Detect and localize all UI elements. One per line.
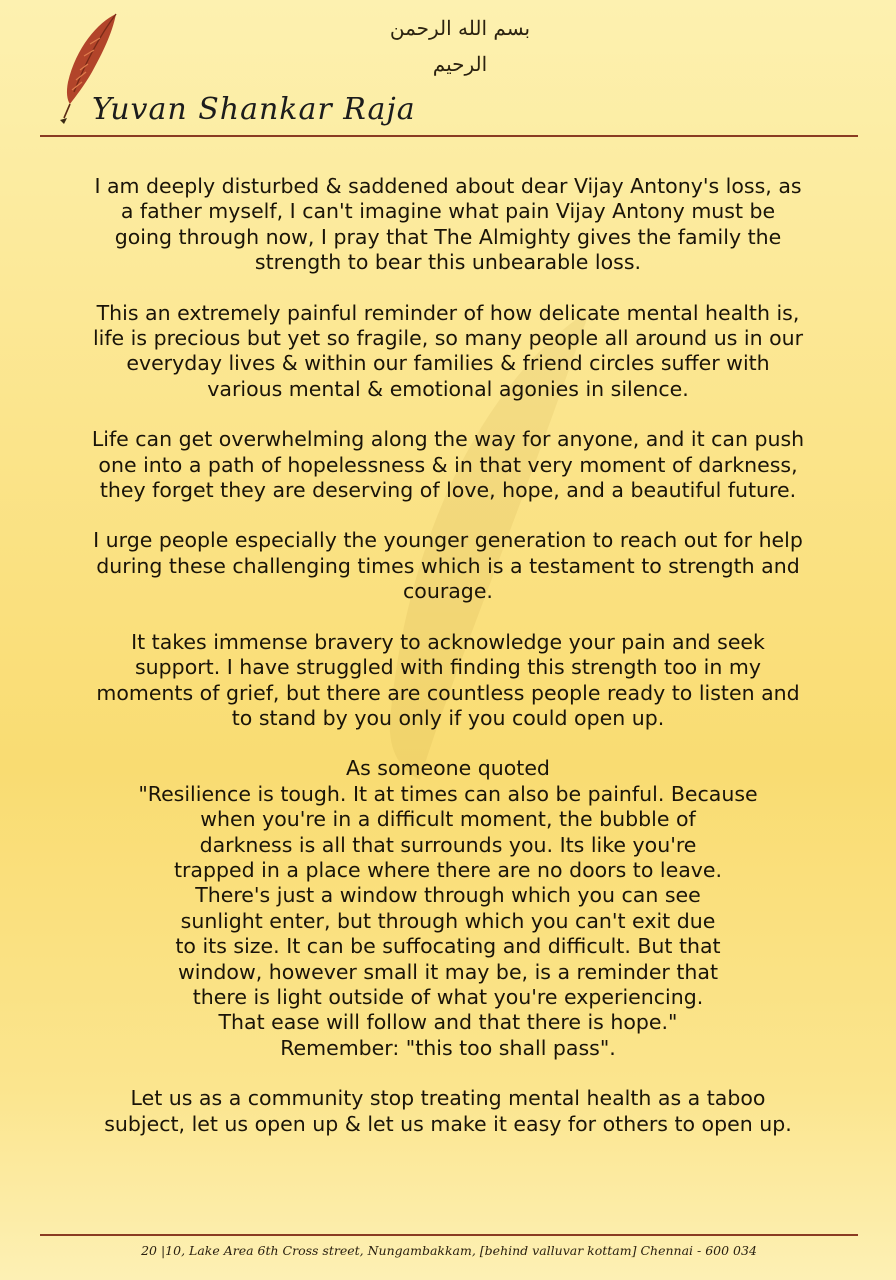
- paragraph-community: Let us as a community stop treating mental health as a taboo subject, let us open up & let us make it easy for others to open up.: [104, 1086, 792, 1136]
- top-divider: [40, 135, 858, 137]
- footer-address: 20 |10, Lake Area 6th Cross street, Nungambakkam, [behind valluvar kottam] Chennai - 600 034: [141, 1243, 757, 1258]
- paragraph-reach-out: I urge people especially the younger generation to reach out for help during these challenging times which is a testament to strength and courage.: [93, 528, 803, 604]
- signature: Yuvan Shankar Raja: [92, 92, 416, 127]
- paragraph-overwhelming: Life can get overwhelming along the way for anyone, and it can push one into a path of hopelessness & in that very moment of darkness, they forget they are deserving of love, hope, and a beautiful future.: [91, 427, 805, 503]
- paragraph-bravery: It takes immense bravery to acknowledge your pain and seek support. I have struggled with finding this strength too in my moments of grief, but there are countless people ready to listen and to stand by you only if you could open up.: [96, 629, 800, 730]
- paragraph-quote: As someone quoted "Resilience is tough. It at times can also be painful. Because when you're in a difficult moment, the bubble of darkness is all that surrounds you. Its like you're trapped in a place where there are no doors to leave. There's just a window through which you can see sunlight enter, but through which you can't exit due to its size. It can be suffocating and difficult. But that window, however small it may be, is a reminder that there is light outside of what you're experiencing. That ease will follow and that there is hope." Remember: "this too shall pass".: [138, 756, 758, 1060]
- bottom-divider: [40, 1234, 858, 1236]
- bismillah-calligraphy: بسم الله الرحمن الرحيم: [389, 16, 531, 76]
- paragraph-mental-health: This an extremely painful reminder of how delicate mental health is, life is precious but yet so fragile, so many people all around us in our everyday lives & within our families & friend circles suffer with various mental & emotional agonies in silence.: [92, 300, 804, 401]
- letter-body: [44, 174, 852, 1162]
- paragraph-condolence: I am deeply disturbed & saddened about dear Vijay Antony's loss, as a father myself, I can't imagine what pain Vijay Antony must be going through now, I pray that The Almighty gives the family the strength to bear this unbearable loss.: [94, 174, 802, 275]
